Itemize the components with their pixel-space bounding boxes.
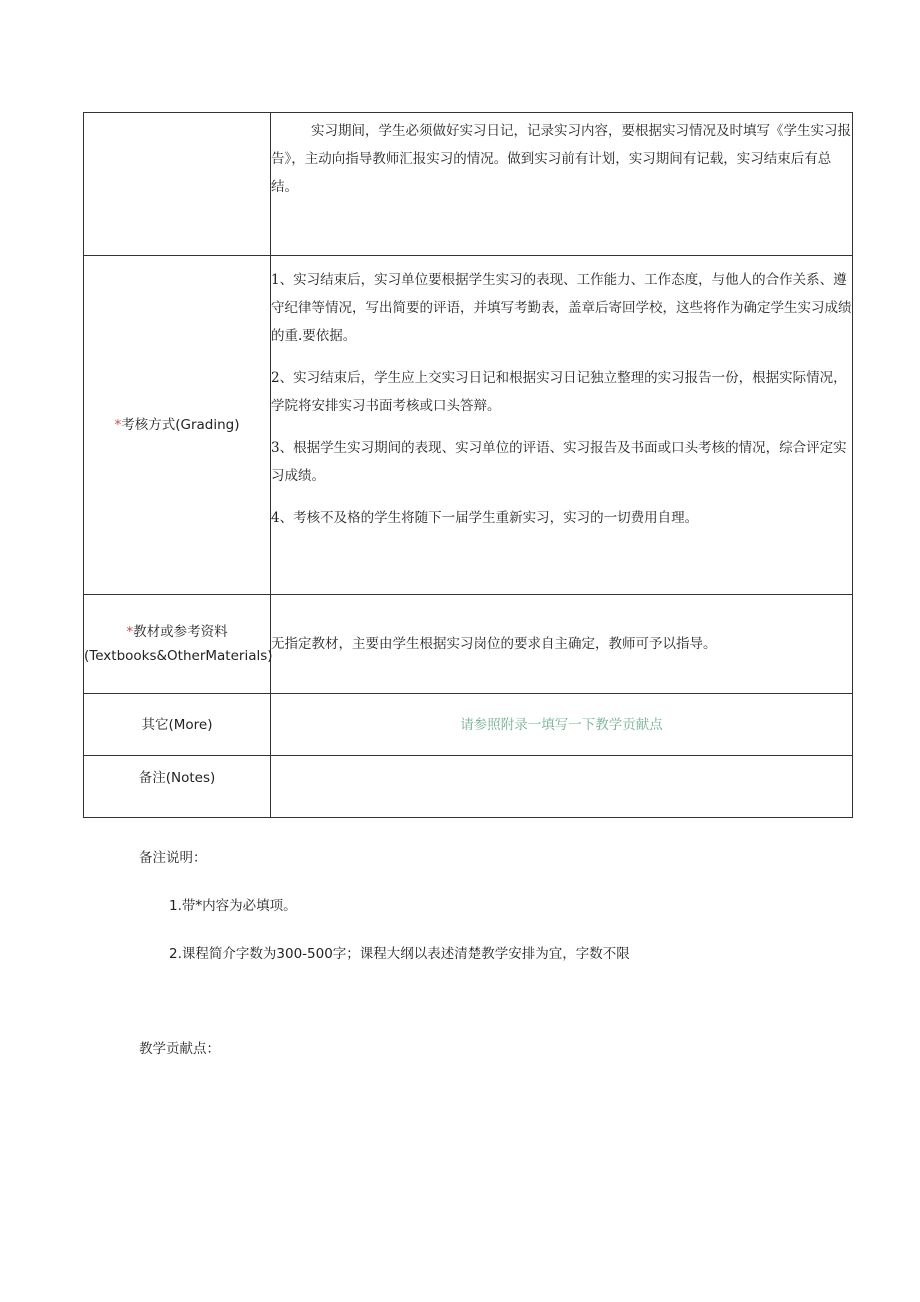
note-item-1: 1.带*内容为必填项。 <box>169 898 297 914</box>
note-item-2: 2.课程简介字数为300-500字；课程大纲以表述清楚教学安排为宜，字数不限 <box>169 946 630 962</box>
more-label: 其它(More) <box>84 694 271 756</box>
required-star: * <box>114 417 122 433</box>
grading-item-4: 4、考核不及格的学生将随下一届学生重新实习，实习的一切费用自理。 <box>271 510 699 526</box>
grading-item-3: 3、根据学生实习期间的表现、实习单位的评语、实习报告及书面或口头考核的情况，综合评定实习成绩。 <box>271 440 847 484</box>
more-content-cell <box>271 694 853 756</box>
textbooks-text: 无指定教材，主要由学生根据实习岗位的要求自主确定，教师可予以指导。 <box>271 636 717 652</box>
table-row-practice <box>84 113 853 256</box>
textbooks-label: *教材或参考资料 (Textbooks&OtherMaterials) <box>84 595 271 694</box>
textbooks-content-cell <box>271 595 853 694</box>
table-row-notes <box>84 756 853 818</box>
required-star: * <box>126 624 134 640</box>
contribution-heading: 教学贡献点： <box>139 1041 220 1057</box>
notes-heading: 备注说明： <box>139 850 207 866</box>
table-row-more <box>84 694 853 756</box>
grading-item-1: 1、实习结束后，实习单位要根据学生实习的表现、工作能力、工作态度，与他人的合作关系、遵守纪律等情况，写出简要的评语，并填写考勤表，盖章后寄回学校，这些将作为确定学生实习成绩的重.要依据。 <box>271 272 852 344</box>
practice-requirements-text: 实习期间，学生必须做好实习日记，记录实习内容，要根据实习情况及时填写《学生实习报告》，主动向指导教师汇报实习的情况。做到实习前有计划，实习期间有记载，实习结束后有总结。 <box>271 123 851 195</box>
syllabus-table <box>83 112 853 818</box>
grading-content-cell <box>271 256 853 595</box>
practice-requirements-cell <box>271 113 853 256</box>
table-row-grading <box>84 256 853 595</box>
appendix-link[interactable]: 请参照附录一填写一下教学贡献点 <box>460 716 663 733</box>
grading-label: *考核方式(Grading) <box>84 256 271 595</box>
grading-item-2: 2、实习结束后，学生应上交实习日记和根据实习日记独立整理的实习报告一份，根据实际情况，学院将安排实习书面考核或口头答辩。 <box>271 370 847 414</box>
table-row-textbooks <box>84 595 853 694</box>
row-label-empty <box>84 113 271 256</box>
notes-content-cell[interactable] <box>271 756 853 818</box>
notes-label: 备注(Notes) <box>84 756 271 818</box>
